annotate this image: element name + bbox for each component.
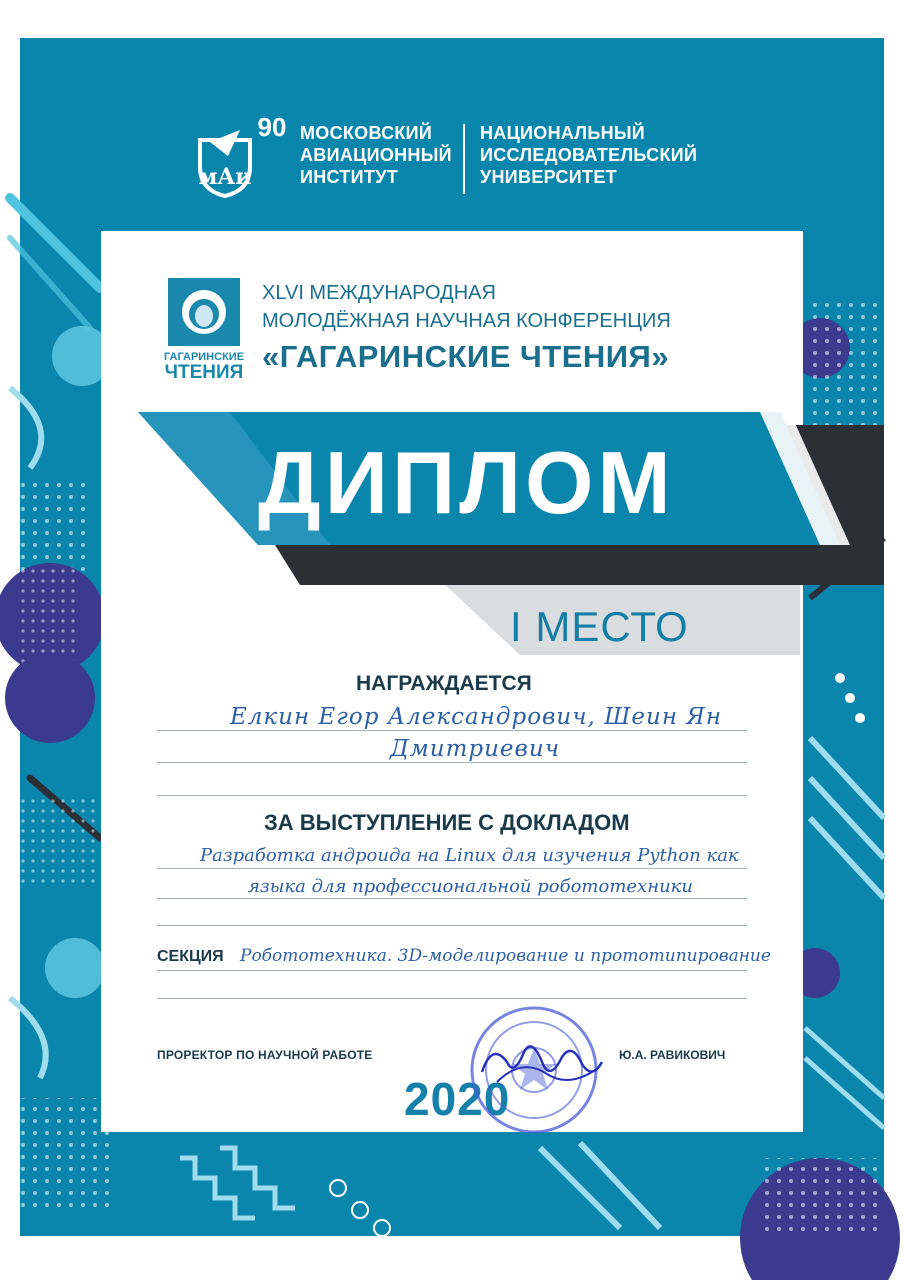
divider-line [157, 795, 747, 796]
signer-position: ПРОРЕКТОР ПО НАУЧНОЙ РАБОТЕ [157, 1048, 373, 1062]
place-label: I МЕСТО [510, 603, 689, 650]
topic-line2: языка для профессиональной робототехники [248, 876, 693, 897]
official-stamp-icon [452, 1002, 617, 1137]
divider-line [157, 868, 747, 869]
logo-line1: ГАГАРИНСКИЕ [163, 351, 245, 363]
section-label: СЕКЦИЯ [157, 948, 224, 965]
conference-line1: XLVI МЕЖДУНАРОДНАЯ [262, 282, 496, 304]
signer-name: Ю.А. РАВИКОВИЧ [619, 1048, 726, 1062]
year: 2020 [404, 1073, 511, 1125]
conference-title: «ГАГАРИНСКИЕ ЧТЕНИЯ» [262, 339, 670, 374]
logo-line2: ЧТЕНИЯ [164, 362, 244, 383]
recipients-line2: Дмитриевич [390, 736, 561, 762]
recipients-line1: Елкин Егор Александрович, Шеин Ян [230, 704, 723, 730]
for-label: ЗА ВЫСТУПЛЕНИЕ С ДОКЛАДОМ [264, 810, 630, 835]
diploma-title: ДИПЛОМ [258, 433, 675, 532]
topic-line1: Разработка андроида на Linux для изучения Python как [200, 845, 739, 866]
conference-line2: МОЛОДЁЖНАЯ НАУЧНАЯ КОНФЕРЕНЦИЯ [262, 310, 671, 332]
divider-line [157, 762, 747, 763]
awarded-label: НАГРАЖДАЕТСЯ [356, 672, 532, 695]
section-value: Робототехника. 3D-моделирование и прототипирование [240, 946, 771, 966]
divider-line [157, 898, 747, 899]
divider-line [157, 730, 747, 731]
university-status: НАЦИОНАЛЬНЫЙ ИССЛЕДОВАТЕЛЬСКИЙ УНИВЕРСИТЕТ [480, 123, 698, 187]
divider-line [157, 925, 747, 926]
university-name: МОСКОВСКИЙ АВИАЦИОННЫЙ ИНСТИТУТ [300, 123, 452, 187]
divider-line [157, 970, 747, 971]
anniversary-number: 90 [257, 112, 287, 142]
divider-line [157, 998, 747, 999]
logo-text: мАи [198, 164, 252, 190]
